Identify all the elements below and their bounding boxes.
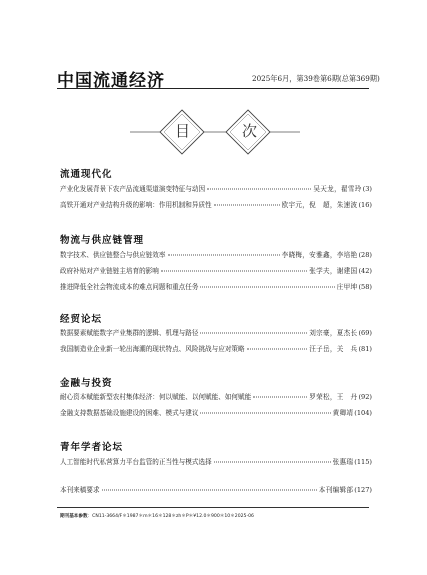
footer-text: ：CN11-3664/F＊1987＊m＊16＊128＊zh＊P＊¥12.0＊900＊10＊2025-06 — [87, 514, 254, 519]
emblem-frame-graphic — [130, 106, 300, 158]
toc-entry[interactable] — [60, 407, 372, 418]
toc-heading-char-ci: 次 — [242, 122, 258, 140]
dot-leader — [214, 205, 280, 206]
article-authors: 本刊编辑部 — [318, 486, 354, 494]
dot-leader — [207, 189, 311, 190]
section-title: 流通现代化 — [60, 169, 113, 180]
article-page: (115) — [354, 458, 372, 466]
article-authors: 欧宇元，倪 超，朱速波 — [281, 201, 358, 209]
article-authors: 张惠瑞 — [332, 458, 354, 466]
article-title: 我国制造业企业新一轮出海潮的现状特点、风险挑战与应对策略 — [60, 345, 245, 353]
article-authors: 黄卿靖 — [332, 409, 354, 417]
article-page: (28) — [358, 251, 372, 259]
article-title: 本刊来稿要求 — [60, 486, 100, 494]
article-authors: 罗荣松，王 丹 — [309, 393, 358, 401]
article-title: 金融支持数据基础设施建设的困难、模式与建议 — [60, 409, 199, 417]
article-title: 产业化发展背景下农产品流通渠道演变特征与动因 — [60, 185, 206, 193]
article-page: (16) — [358, 201, 372, 209]
journal-title: 中国流通经济 — [57, 71, 165, 91]
dot-leader — [200, 287, 334, 288]
toc-entry[interactable] — [60, 327, 372, 338]
table-of-contents-emblem — [130, 106, 300, 158]
toc-entry[interactable] — [60, 199, 372, 210]
toc-entry[interactable] — [60, 183, 372, 194]
dot-leader — [168, 255, 280, 256]
article-page: (127) — [354, 486, 372, 494]
article-title: 人工智能时代私营算力平台监管的正当性与模式选择 — [60, 458, 212, 466]
dot-leader — [253, 397, 307, 398]
dot-leader — [200, 413, 330, 414]
article-title: 政府补贴对产业链链主培育的影响 — [60, 267, 159, 275]
article-page: (3) — [362, 185, 372, 193]
article-title: 高铁开通对产业结构升级的影响：作用机制和异质性 — [60, 201, 212, 209]
article-page: (58) — [358, 283, 372, 291]
article-authors: 张学夫，谢建国 — [309, 267, 358, 275]
dot-leader — [102, 490, 317, 491]
toc-heading-char-mu: 目 — [175, 122, 191, 140]
section-title: 经贸论坛 — [60, 314, 103, 325]
article-page: (92) — [358, 393, 372, 401]
dot-leader — [200, 333, 307, 334]
header-rule — [57, 88, 369, 89]
toc-entry[interactable] — [60, 265, 372, 276]
toc-entry-submission-guidelines[interactable] — [60, 484, 372, 495]
section-title: 金融与投资 — [60, 378, 113, 389]
article-authors: 刘宗豪，夏杰长 — [309, 329, 358, 337]
issue-info: 2025年6月，第39卷第6期(总第369期) — [252, 74, 380, 83]
article-title: 数字技术、供应链整合与供应链效率 — [60, 251, 166, 259]
article-authors: 庄甲坤 — [336, 283, 358, 291]
section-title: 物流与供应链管理 — [60, 235, 145, 246]
article-authors: 吴天龙，翟雪玲 — [313, 185, 362, 193]
section-title: 青年学者论坛 — [60, 442, 124, 453]
toc-entry[interactable] — [60, 391, 372, 402]
dot-leader — [247, 349, 308, 350]
journal-parameters — [60, 513, 254, 519]
article-page: (42) — [358, 267, 372, 275]
article-page: (81) — [358, 345, 372, 353]
toc-entry[interactable] — [60, 281, 372, 292]
footer-rule — [57, 507, 369, 508]
article-authors: 汪子岳，关 兵 — [309, 345, 358, 353]
article-page: (69) — [358, 329, 372, 337]
toc-entry[interactable] — [60, 249, 372, 260]
article-title: 推进降低全社会物流成本的难点问题和重点任务 — [60, 283, 199, 291]
dot-leader — [161, 271, 307, 272]
article-title: 耐心资本赋能新型农村集体经济：何以赋能、以何赋能、如何赋能 — [60, 393, 252, 401]
toc-entry[interactable] — [60, 343, 372, 354]
footer-label: 期刊基本参数 — [60, 514, 88, 519]
toc-entry[interactable] — [60, 456, 372, 467]
article-page: (104) — [354, 409, 372, 417]
article-title: 数据要素赋能数字产业集群的逻辑、机理与路径 — [60, 329, 199, 337]
dot-leader — [214, 462, 331, 463]
article-authors: 李晓梅，安雅鑫，李培艳 — [281, 251, 358, 259]
